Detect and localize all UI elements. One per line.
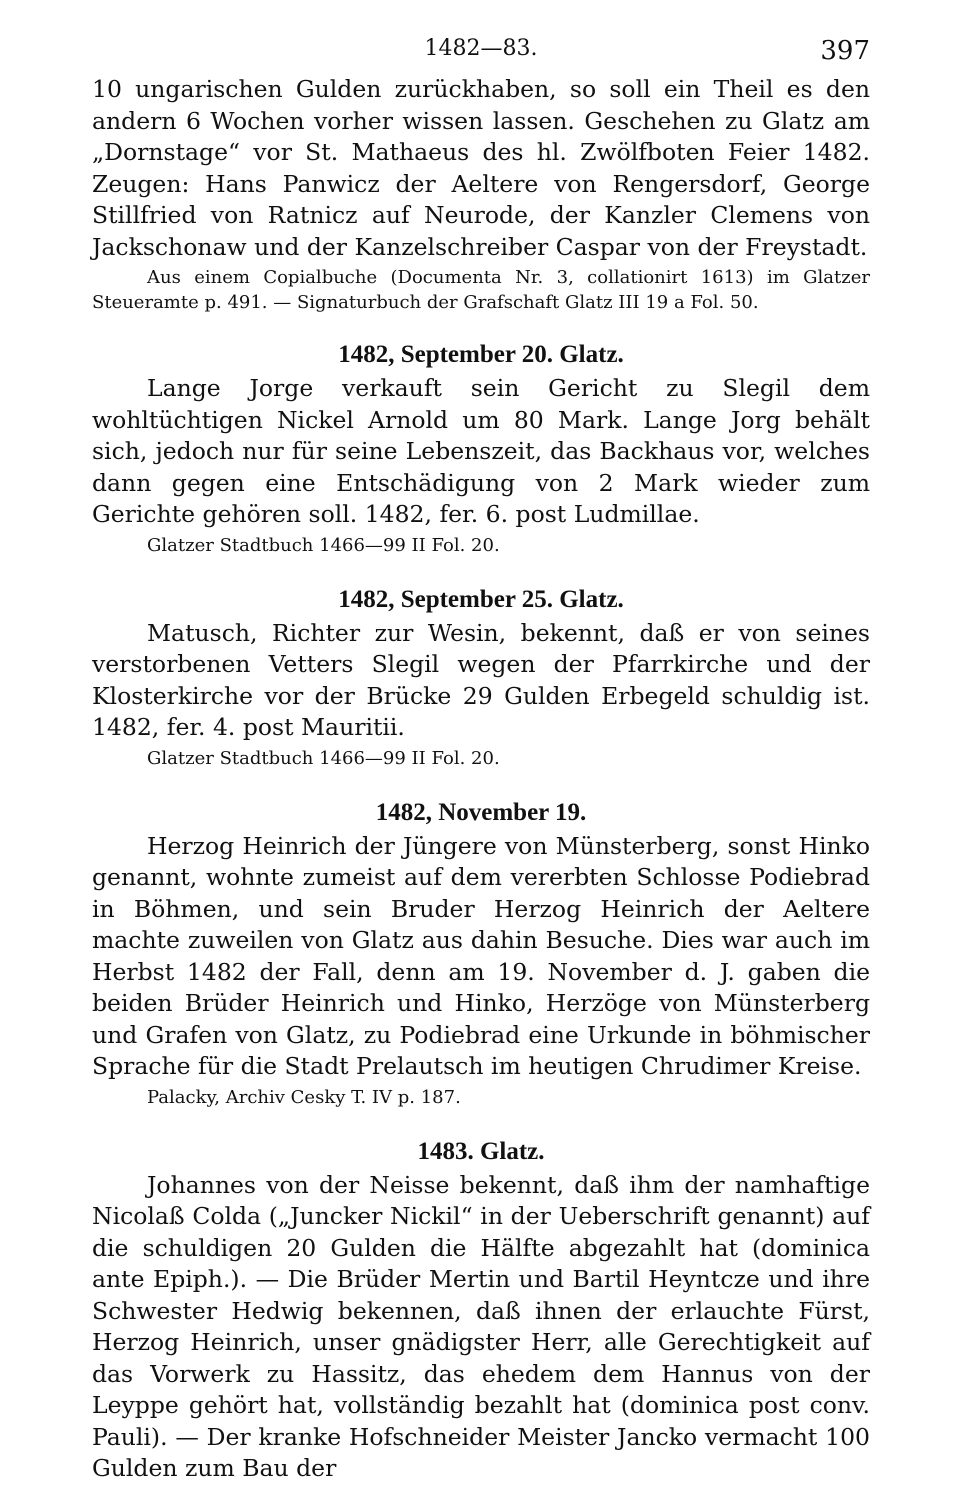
intro-source: Aus einem Copialbuche (Documenta Nr. 3, collationirt 1613) im Glatzer Steueramte p. 491. — Signaturbuch der Grafschaft Glatz III 19 a Fol. 50. — [92, 267, 870, 313]
entry-source-1482-09-25: Glatzer Stadtbuch 1466—99 II Fol. 20. — [147, 747, 500, 769]
running-head-years: 1482—83. — [424, 36, 538, 61]
entry-text-1483: Johannes von der Neisse bekennt, daß ihm der namhaftige Nicolaß Colda („Juncker Nickil“ in der Ueberschrift genannt) auf die schuldigen 20 Gulden die Hälfte abgezahlt hat (dominica ante Epiph.). — Die Brüder Mertin und Bartil Heyntcze und ihre Schwester Hedwig bekennen, daß ihnen der erlauchte Fürst, Herzog Heinrich, unser gnädigster Herr, alle Gerechtigkeit auf das Vorwerk zu Hassitz, das ehedem dem Hannus von der Leyppe gehört hat, vollständig bezahlt hat (dominica post conv. Pauli). — Der kranke Hofschneider Meister Jancko vermacht 100 Gulden zum Bau der — [92, 1170, 870, 1482]
running-head — [92, 30, 870, 74]
entry-heading-1482-09-25: 1482, September 25. Glatz. — [338, 585, 624, 613]
intro-paragraph: 10 ungarischen Gulden zurückhaben, so soll ein Theil es den andern 6 Wochen vorher wissen lassen. Geschehen zu Glatz am „Dornstage“ vor St. Mathaeus des hl. Zwölfboten Feier 1482. Zeugen: Hans Panwicz der Aeltere von Rengersdorf, George Stillfried von Ratnicz auf Neurode, der Kanzler Clemens von Jackschonaw und der Kanzelschreiber Caspar von der Freystadt. — [92, 75, 870, 261]
entry-source-1482-09-20: Glatzer Stadtbuch 1466—99 II Fol. 20. — [147, 534, 500, 556]
entry-text-1482-11-19: Herzog Heinrich der Jüngere von Münsterberg, sonst Hinko genannt, wohnte zumeist auf dem vererbten Schlosse Podiebrad in Böhmen, und sein Bruder Herzog Heinrich der Aeltere machte zuweilen von Glatz aus dahin Besuche. Dies war auch im Herbst 1482 der Fall, denn am 19. November d. J. gaben die beiden Brüder Heinrich und Hinko, Herzöge von Münsterberg und Grafen von Glatz, zu Podiebrad eine Urkunde in böhmischer Sprache für die Stadt Prelautsch im heutigen Chrudimer Kreise. — [92, 831, 870, 1080]
page — [92, 30, 870, 1485]
entry-heading-1483: 1483. Glatz. — [417, 1137, 545, 1165]
page-number: 397 — [820, 36, 870, 66]
entry-source-1482-11-19: Palacky, Archiv Cesky T. IV p. 187. — [147, 1086, 461, 1108]
entry-heading-1482-11-19: 1482, November 19. — [375, 798, 587, 826]
entry-text-1482-09-20: Lange Jorge verkauft sein Gericht zu Slegil dem wohltüchtigen Nickel Arnold um 80 Mark. Lange Jorg behält sich, jedoch nur für seine Lebenszeit, das Backhaus vor, welches dann gegen eine Entschädigung von 2 Mark wieder zum Gerichte gehören soll. 1482, fer. 6. post Ludmillae. — [92, 374, 870, 528]
entry-heading-1482-09-20: 1482, September 20. Glatz. — [338, 341, 624, 368]
entry-text-1482-09-25: Matusch, Richter zur Wesin, bekennt, daß er von seines verstorbenen Vetters Slegil wegen der Pfarrkirche und der Klosterkirche vor der Brücke 29 Gulden Erbegeld schuldig ist. 1482, fer. 4. post Mauritii. — [92, 618, 870, 741]
